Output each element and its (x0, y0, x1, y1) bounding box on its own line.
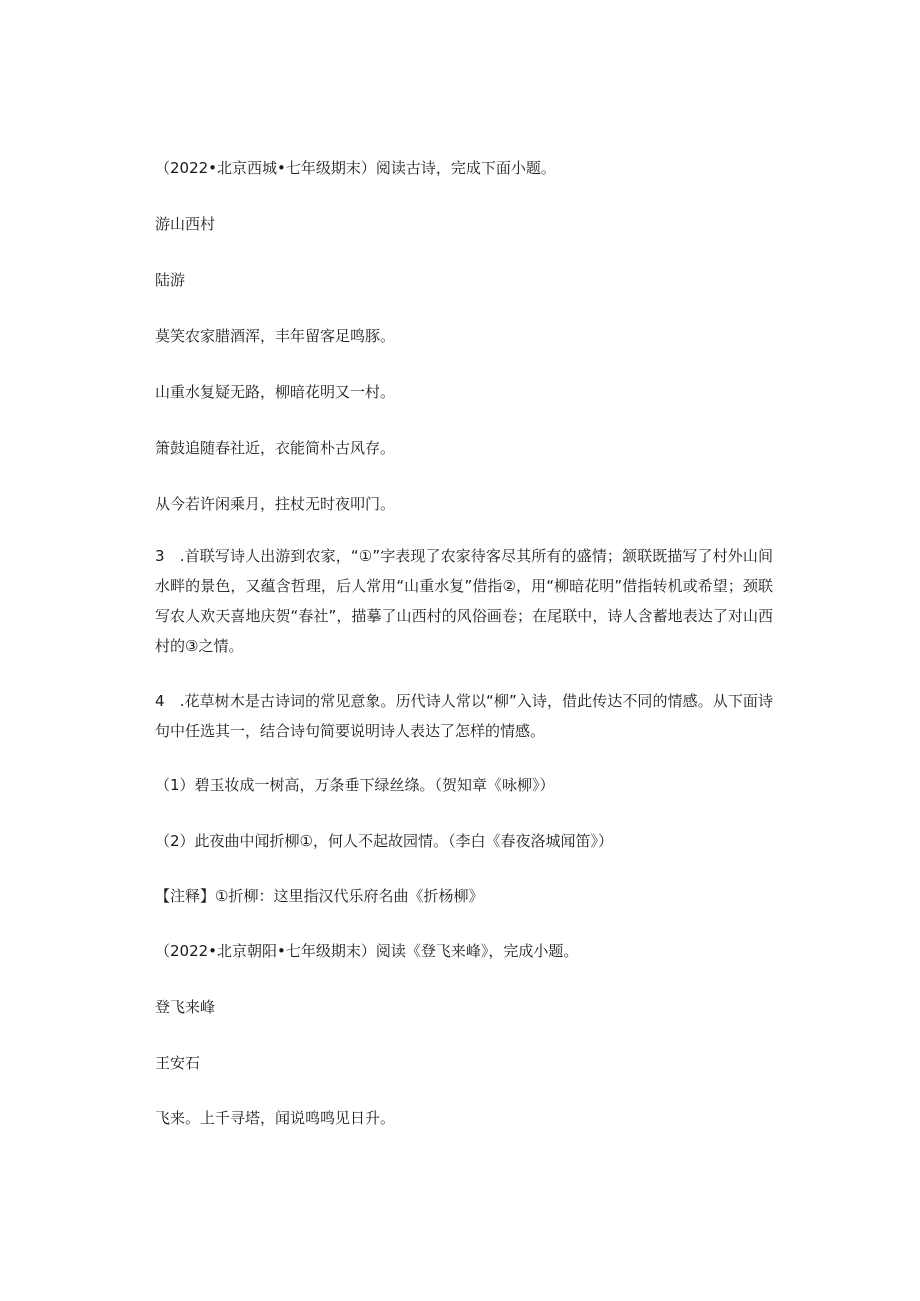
poem1-line-3: 箫鼓追随春社近，衣能简朴古风存。 (155, 439, 396, 457)
section2-intro: （2022•北京朝阳•七年级期末）阅读《登飞来峰》，完成小题。 (155, 942, 579, 960)
poem1-line-4: 从今若许闲乘月，拄杖无时夜叩门。 (155, 495, 396, 513)
annotation-note: 【注释】①折柳：这里指汉代乐府名曲《折杨柳》 (155, 887, 484, 905)
question-3: 3 .首联写诗人出游到农家，“①”字表现了农家待客尽其所有的盛情；颔联既描写了村外山间水畔的景色，又蕴含哲理，后人常用“山重水复”借指②，用“柳暗花明”借指转机或希望；颈联写农人欢天喜地庆贺“春社”，描摹了山西村的风俗画卷；在尾联中，诗人含蓄地表达了对山西村的③之情。 (155, 547, 773, 655)
poem2-title: 登飞来峰 (155, 998, 216, 1016)
poem2-author: 王安石 (155, 1054, 201, 1072)
poem1-line-1: 莫笑农家腊酒浑，丰年留客足鸣豚。 (155, 327, 396, 345)
poem1-title: 游山西村 (155, 215, 216, 233)
question-4-option-2: （2）此夜曲中闻折柳①，何人不起故园情。（李白《春夜洛城闻笛》） (155, 832, 613, 850)
question-4: 4 .花草树木是古诗词的常见意象。历代诗人常以“柳”入诗，借此传达不同的情感。从下面诗句中任选其一，结合诗句简要说明诗人表达了怎样的情感。 (155, 692, 773, 740)
section1-intro: （2022•北京西城•七年级期末）阅读古诗，完成下面小题。 (155, 159, 556, 177)
question-4-option-1: （1）碧玉妆成一树高，万条垂下绿丝绦。（贺知章《咏柳》） (155, 776, 555, 794)
poem1-author: 陆游 (155, 271, 186, 289)
poem2-line-1: 飞来。上千寻塔，闻说鸣鸣见日升。 (155, 1109, 396, 1127)
poem1-line-2: 山重水复疑无路，柳暗花明又一村。 (155, 383, 396, 401)
